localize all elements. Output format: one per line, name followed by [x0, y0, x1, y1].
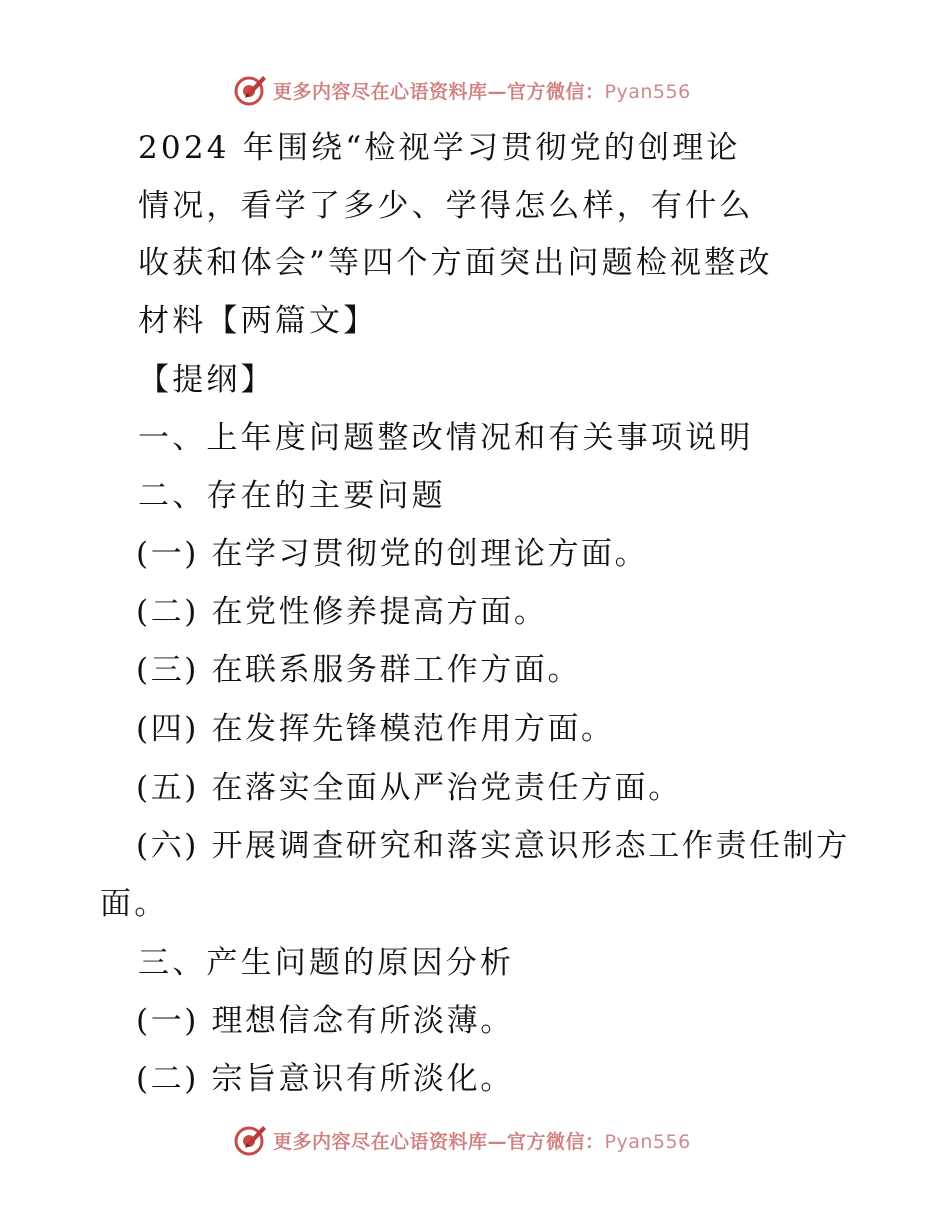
- watermark-contact-id: Pyan556: [604, 80, 691, 103]
- header-watermark: [233, 72, 691, 108]
- document-title-line-2: 情况，看学了多少、学得怎么样，有什么: [138, 188, 754, 224]
- watermark-separator: —: [487, 1130, 508, 1153]
- section-heading-3: 三、产生问题的原因分析: [138, 945, 515, 981]
- pen-logo-icon: [233, 73, 267, 107]
- watermark-separator: —: [487, 80, 508, 103]
- watermark-contact-id: Pyan556: [604, 1130, 691, 1153]
- section2-item-1: (一) 在学习贯彻党的创理论方面。: [136, 536, 649, 572]
- section-heading-1: 一、上年度问题整改情况和有关事项说明: [138, 420, 754, 456]
- section2-item-5: (五) 在落实全面从严治党责任方面。: [136, 770, 682, 806]
- watermark-main: 更多内容尽在心语资料库: [273, 1130, 488, 1153]
- document-title-line-3: 收获和体会”等四个方面突出问题检视整改: [138, 245, 773, 281]
- document-title-line-4: 材料【两篇文】: [138, 303, 378, 339]
- watermark-main: 更多内容尽在心语资料库: [273, 80, 488, 103]
- section2-item-2: (二) 在党性修养提高方面。: [136, 594, 548, 630]
- section-heading-2: 二、存在的主要问题: [138, 478, 446, 514]
- footer-watermark: [233, 1122, 691, 1158]
- watermark-text: [273, 77, 691, 104]
- outline-heading: 【提纲】: [138, 362, 275, 398]
- section2-item-6: (六) 开展调查研究和落实意识形态工作责任制方: [136, 828, 850, 864]
- section2-item-4: (四) 在发挥先锋模范作用方面。: [136, 711, 615, 747]
- section3-item-2: (二) 宗旨意识有所淡化。: [136, 1061, 514, 1097]
- section2-item-3: (三) 在联系服务群工作方面。: [136, 652, 582, 688]
- section3-item-1: (一) 理想信念有所淡薄。: [136, 1003, 514, 1039]
- pen-logo-icon: [233, 1123, 267, 1157]
- document-title-line-1: 2024 年围绕“检视学习贯彻党的创理论: [138, 130, 741, 166]
- watermark-contact-label: 官方微信：: [507, 80, 605, 103]
- watermark-text: [273, 1127, 691, 1154]
- watermark-contact-label: 官方微信：: [507, 1130, 605, 1153]
- section2-item-6-continuation: 面。: [100, 886, 169, 922]
